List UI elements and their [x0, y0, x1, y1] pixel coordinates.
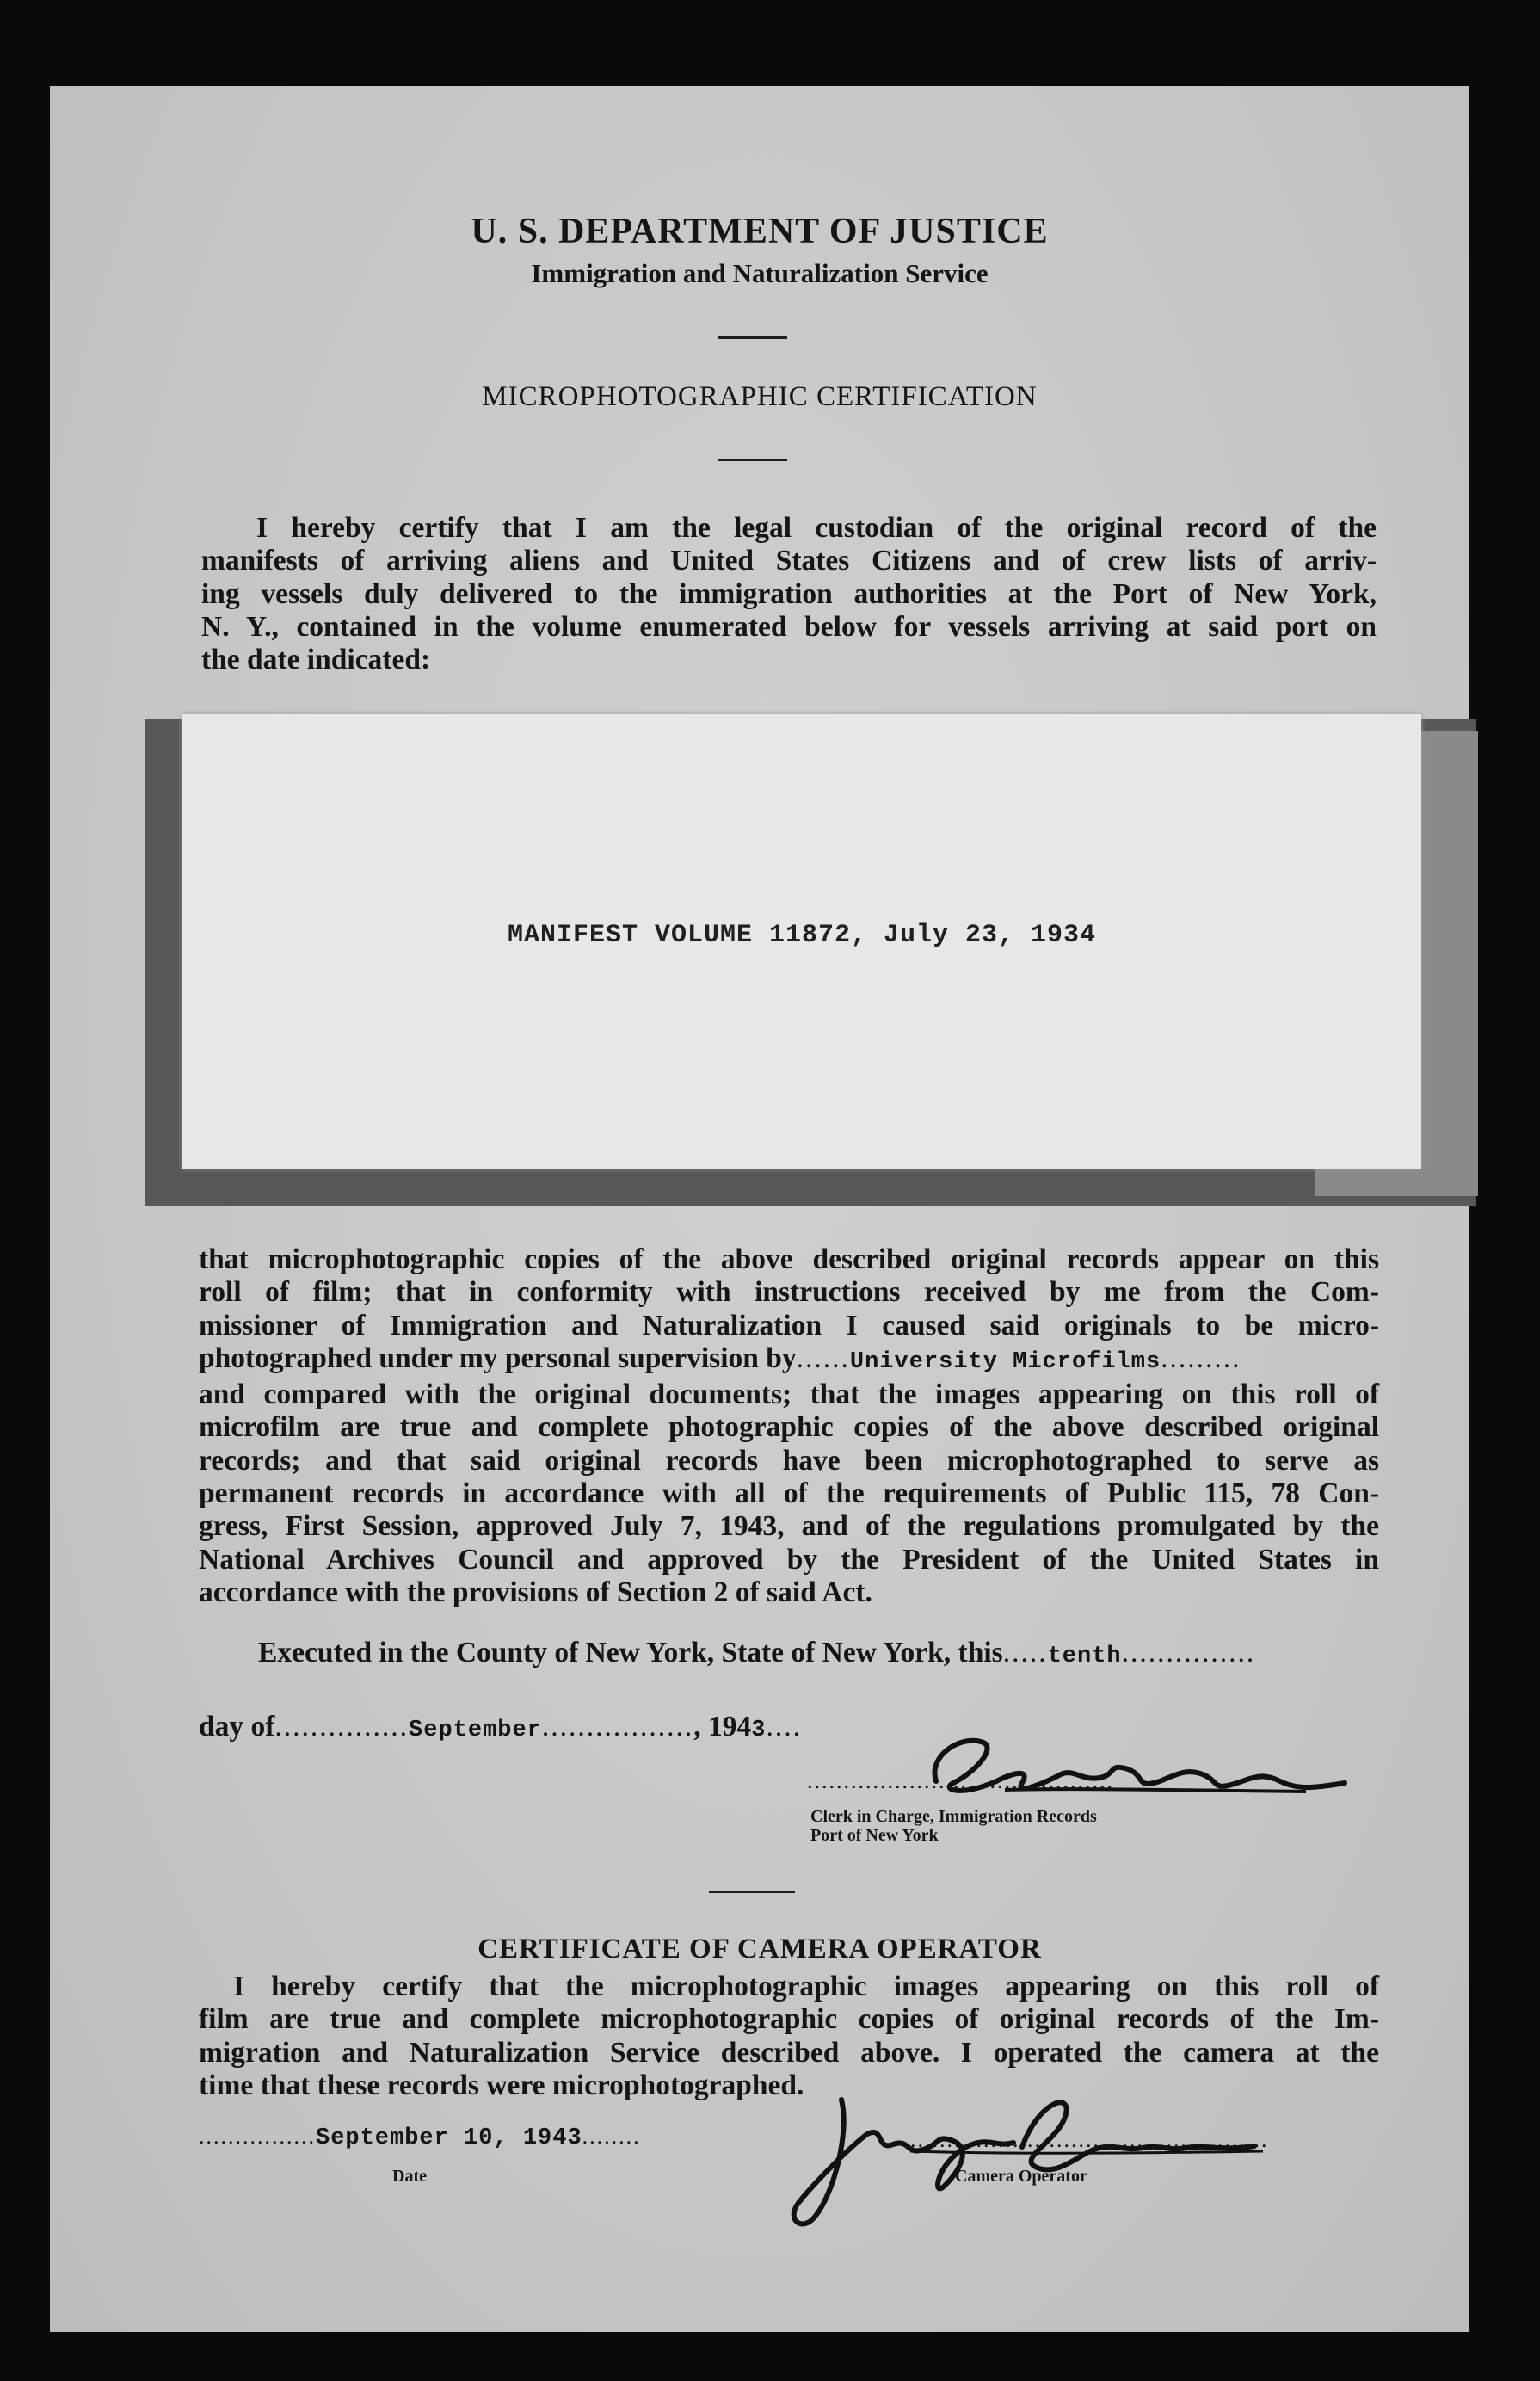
intro-line: ing vessels duly delivered to the immigration authorities at the Port of New York,	[201, 577, 1377, 610]
date-field: September 10, 1943	[316, 2125, 582, 2151]
body-line: gress, First Session, approved July 7, 1943, and of the regulations promulgated by the	[199, 1510, 1379, 1543]
body-line: microfilm are true and complete photographic copies of the above described original	[199, 1411, 1379, 1444]
body-line: permanent records in accordance with all of the requirements of Public 115, 78 Con-	[199, 1477, 1379, 1510]
year-prefix: , 194	[693, 1711, 752, 1743]
camera-line: I hereby certify that the microphotographic images appearing on this roll of	[233, 1971, 1379, 2002]
fill-dots: ...............	[1121, 1637, 1256, 1669]
section-divider	[709, 1891, 795, 1893]
service-subtitle: Immigration and Naturalization Service	[531, 258, 989, 288]
clerk-signature-line: ..........................................	[807, 1768, 1114, 1793]
body-line: and compared with the original documents; that the images appearing on this roll of	[199, 1379, 1379, 1411]
clerk-title-line: Port of New York	[810, 1826, 939, 1845]
intro-line: N. Y., contained in the volume enumerated below for vessels arriving at said port on	[201, 610, 1377, 643]
title-divider-bottom	[718, 459, 787, 461]
intro-line: I hereby certify that I am the legal custodian of the original record of the	[256, 512, 1377, 544]
certificate-sheet	[50, 86, 1469, 2332]
intro-paragraph	[201, 512, 1377, 676]
clerk-title	[810, 1807, 1097, 1845]
camera-operator-label: Camera Operator	[955, 2167, 1087, 2186]
executed-line	[258, 1637, 1255, 1669]
day-of-label: day of	[199, 1711, 275, 1743]
fill-dots: ................	[199, 2124, 316, 2149]
supervision-prefix: photographed under my personal supervision by	[199, 1342, 797, 1374]
day-of-line	[199, 1711, 802, 1743]
operator-signature-line: .................................................	[910, 2127, 1269, 2152]
body-line: accordance with the provisions of Section 2 of said Act.	[199, 1576, 872, 1608]
fill-dots: .........	[1161, 1342, 1241, 1374]
camera-line: migration and Naturalization Service described above. I operated the camera at the	[199, 2036, 1379, 2069]
executed-prefix: Executed in the County of New York, State of New York, this	[258, 1637, 1003, 1669]
fill-dots: .....	[1002, 1637, 1048, 1669]
body-line: National Archives Council and approved by the President of the United States in	[199, 1543, 1379, 1576]
fill-dots: ......	[796, 1342, 850, 1374]
camera-line: time that these records were microphotographed.	[199, 2069, 804, 2101]
fill-dots: ...............	[274, 1711, 410, 1743]
fill-dots: .................	[541, 1711, 694, 1743]
body-line: that microphotographic copies of the above described original records appear on this	[199, 1243, 1379, 1275]
intro-line: manifests of arriving aliens and United States Citizens and of crew lists of arriv-	[201, 545, 1377, 577]
month-field: September	[409, 1718, 542, 1743]
intro-line: the date indicated:	[201, 644, 431, 676]
body-line: records; and that said original records have been microphotographed to serve as	[199, 1444, 1379, 1477]
body-line: roll of film; that in conformity with instructions received by me from the Com-	[199, 1276, 1379, 1309]
certification-body-paragraph	[199, 1243, 1379, 1609]
fill-dots: ........	[582, 2124, 641, 2149]
manifest-insert-card	[182, 714, 1421, 1169]
camera-line: film are true and complete microphotographic copies of original records of the Im-	[199, 2003, 1379, 2036]
certification-title: MICROPHOTOGRAPHIC CERTIFICATION	[482, 381, 1038, 412]
manifest-volume-label: MANIFEST VOLUME 11872, July 23, 1934	[507, 921, 1097, 950]
date-label: Date	[392, 2167, 427, 2186]
day-field: tenth	[1047, 1644, 1122, 1669]
date-line	[199, 2124, 641, 2151]
body-line: missioner of Immigration and Naturalization I caused said originals to be micro-	[199, 1309, 1379, 1342]
camera-operator-title: CERTIFICATE OF CAMERA OPERATOR	[477, 1934, 1042, 1965]
fill-dots: ....	[766, 1711, 802, 1743]
title-divider-top	[718, 336, 787, 339]
year-digit-field: 3	[751, 1718, 767, 1743]
clerk-title-line: Clerk in Charge, Immigration Records	[810, 1807, 1097, 1826]
supervisor-field: University Microfilms	[849, 1348, 1161, 1375]
department-title: U. S. DEPARTMENT OF JUSTICE	[471, 212, 1049, 251]
supervision-line	[199, 1342, 1379, 1379]
